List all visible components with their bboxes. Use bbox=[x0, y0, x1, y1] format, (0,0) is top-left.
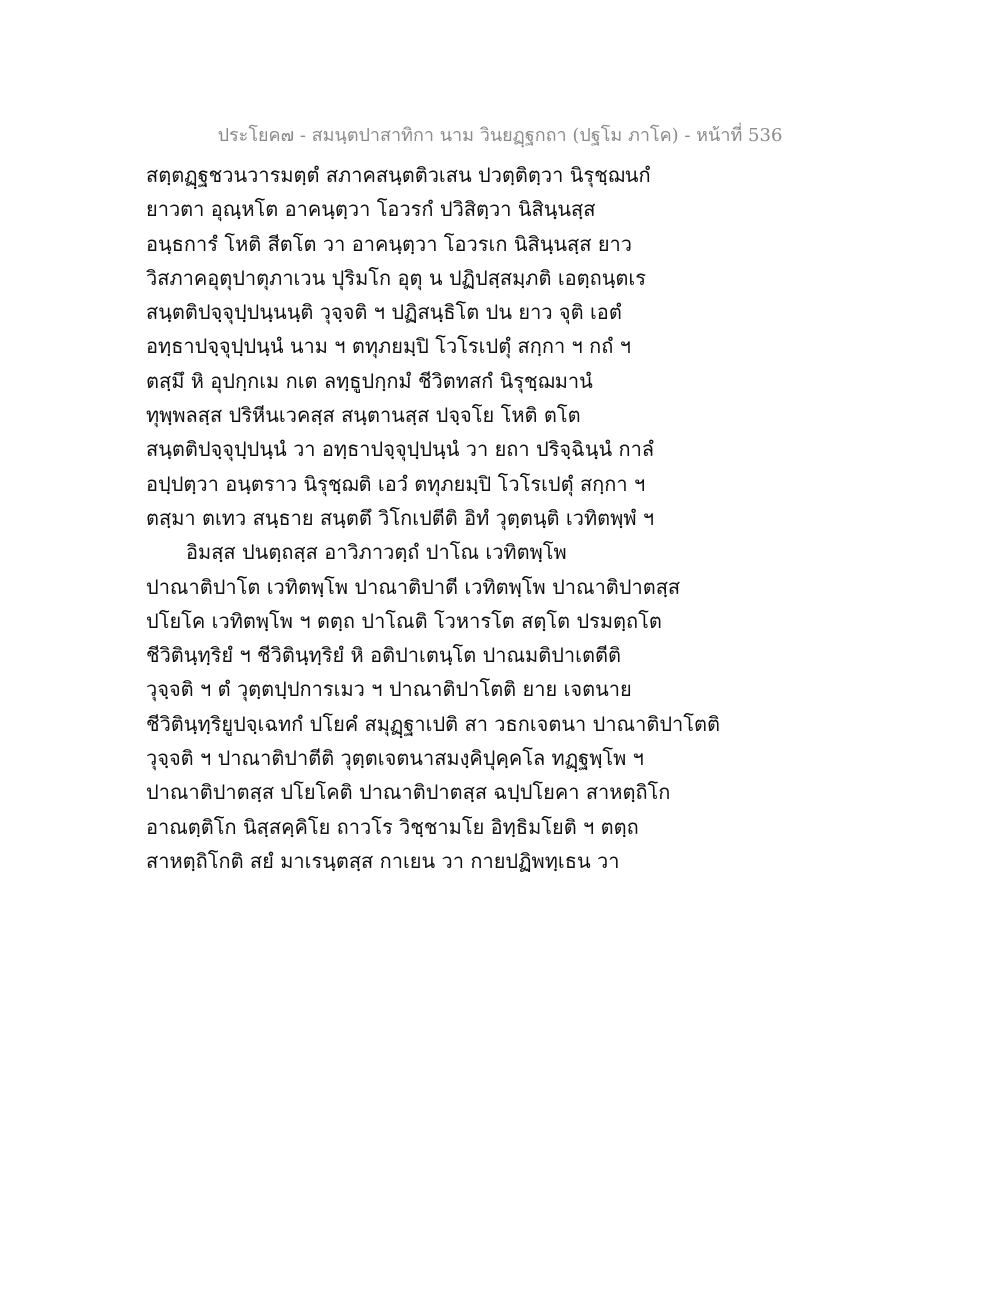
text-line: สตฺตฏฺฐชวนวารมตฺตํ สภาคสนฺตติวเสน ปวตฺติตฺวา นิรุชฺฌนกํ bbox=[146, 163, 651, 187]
text-line: วิสภาคอุตุปาตุภาเวน ปุริมโก อุตุ น ปฏิปสฺสมฺภติ เอตฺถนฺตเร bbox=[146, 265, 646, 290]
text-line: ปาณาติปาโต เวทิตพฺโพ ปาณาติปาตี เวทิตพฺโพ ปาณาติปาตสฺส bbox=[146, 574, 681, 599]
text-line: ชีวิตินฺทฺริยูปจฺเฉทกํ ปโยคํ สมุฏฺฐาเปติ สา วธกเจตนา ปาณาติปาโตติ bbox=[146, 711, 720, 736]
text-line: ชีวิตินฺทฺริยํ ฯ ชีวิตินฺทฺริยํ หิ อติปาเตนฺโต ปาณมติปาเตตีติ bbox=[146, 643, 621, 668]
text-line: ตสฺมา ตเทว สนฺธาย สนฺตตึ วิโกเปตีติ อิทํ วุตฺตนฺติ เวทิตพฺพํ ฯ bbox=[146, 505, 655, 530]
text-line: ทุพฺพลสฺส ปริหีนเวคสฺส สนฺตานสฺส ปจฺจโย โหติ ตโต bbox=[146, 403, 581, 428]
text-line: ปโยโค เวทิตพฺโพ ฯ ตตฺถ ปาโณติ โวหารโต สตฺโต ปรมตฺถโต bbox=[146, 608, 662, 633]
text-line: ตสฺมึ หิ อุปกฺกเม กเต ลทฺธูปกฺกมํ ชีวิตทสกํ นิรุชฺฌมานํ bbox=[146, 368, 593, 393]
text-line: อิมสฺส ปนตฺถสฺส อาวิภาวตฺถํ ปาโณ เวทิตพฺโพ bbox=[186, 540, 567, 565]
page-header: ประโยค๗ - สมนฺตปาสาทิกา นาม วินยฏฺฐกถา (ปฐโม ภาโค) - หน้าที่ 536 bbox=[217, 125, 783, 146]
text-line: อนฺธการํ โหติ สีตโต วา อาคนฺตฺวา โอวรเก นิสินฺนสฺส ยาว bbox=[146, 231, 633, 256]
text-line: อทฺธาปจฺจุปฺปนฺนํ นาม ฯ ตทุภยมฺปิ โวโรเปตุํ สกฺกา ฯ กถํ ฯ bbox=[146, 334, 631, 359]
text-line: วุจฺจติ ฯ ตํ วุตฺตปฺปการเมว ฯ ปาณาติปาโตติ ยาย เจตนาย bbox=[146, 677, 632, 702]
text-line: ปาณาติปาตสฺส ปโยโคติ ปาณาติปาตสฺส ฉปฺปโยคา สาหตฺถิโก bbox=[146, 780, 671, 805]
text-line: สนฺตติปจฺจุปฺปนฺนนฺติ วุจฺจติ ฯ ปฏิสนฺธิโต ปน ยาว จุติ เอตํ bbox=[146, 300, 622, 325]
text-line: อาณตฺติโก นิสฺสคฺคิโย ถาวโร วิชฺชามโย อิทฺธิมโยติ ฯ ตตฺถ bbox=[146, 814, 639, 839]
text-line: วุจฺจติ ฯ ปาณาติปาตีติ วุตฺตเจตนาสมงฺคิปุคฺคโล ทฏฺฐพฺโพ ฯ bbox=[146, 746, 644, 771]
paragraph-2 bbox=[146, 535, 720, 878]
text-line: ยาวตา อุณฺหโต อาคนฺตฺวา โอวรกํ ปวิสิตฺวา นิสินฺนสฺส bbox=[146, 197, 596, 222]
paragraph-1 bbox=[146, 158, 706, 535]
text-line: อปฺปตฺวา อนฺตราว นิรุชฺฌติ เอวํ ตทุภยมฺปิ โวโรเปตุํ สกฺกา ฯ bbox=[146, 471, 646, 496]
text-line: สนฺตติปจฺจุปฺปนฺนํ วา อทฺธาปจฺจุปฺปนฺนํ วา ยถา ปริจฺฉินฺนํ กาลํ bbox=[146, 437, 655, 462]
body-text bbox=[146, 158, 720, 878]
text-line: สาหตฺถิโกติ สยํ มาเรนฺตสฺส กาเยน วา กายปฏิพทฺเธน วา bbox=[146, 848, 620, 873]
